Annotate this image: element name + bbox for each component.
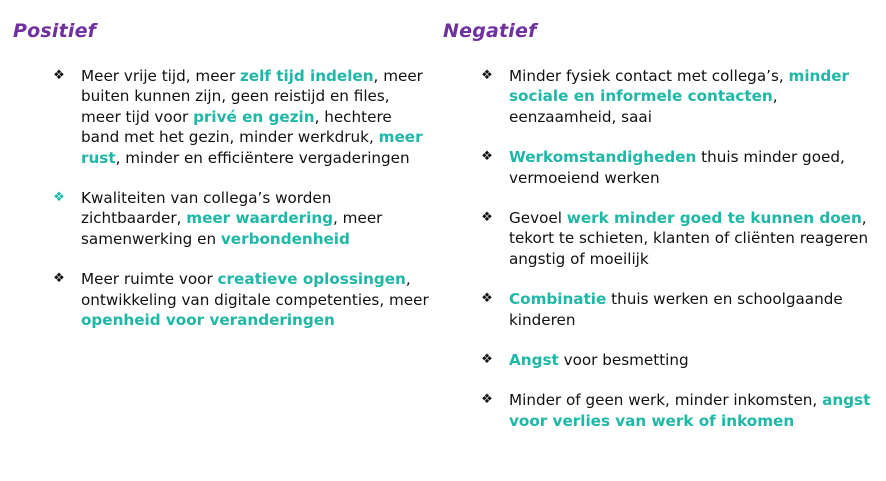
body-text: , ontwikkeling van digitale competenties, meer (81, 270, 429, 309)
item-text (509, 351, 689, 369)
diamond-bullet-icon: ❖ (481, 392, 493, 408)
diamond-bullet-icon: ❖ (53, 190, 65, 206)
highlighted-text: werk minder goed te kunnen doen (566, 209, 862, 228)
highlighted-text: minder sociale en informele contacten (509, 67, 850, 106)
diamond-bullet-icon: ❖ (481, 352, 493, 368)
negative-list (480, 66, 876, 451)
highlighted-text: meer waardering (186, 209, 334, 228)
body-text: , eenzaamheid, saai (509, 87, 778, 126)
item-text (81, 189, 382, 248)
item-text (509, 391, 870, 429)
item-text (509, 67, 849, 126)
highlighted-text: Angst (509, 351, 559, 370)
item-text (81, 67, 423, 167)
body-text: Meer vrije tijd, meer (81, 67, 240, 85)
body-text: , meer samenwerking en (81, 209, 383, 248)
diamond-bullet-icon: ❖ (53, 271, 65, 287)
highlighted-text: Combinatie (509, 290, 607, 309)
item-text (509, 209, 868, 268)
body-text: Minder of geen werk, minder inkomsten, (509, 391, 823, 410)
list-item (480, 208, 876, 269)
body-text: , tekort te schieten, klanten of cliënten reageren angstig of moeilijk (509, 209, 869, 268)
item-text (509, 290, 843, 328)
list-item (480, 66, 876, 127)
highlighted-text: openheid voor veranderingen (81, 311, 335, 330)
list-item (480, 147, 876, 188)
diamond-bullet-icon: ❖ (481, 149, 493, 165)
list-item (52, 188, 432, 249)
diamond-bullet-icon: ❖ (481, 291, 493, 307)
body-text: Kwaliteiten van collega’s worden zichtbaarder, (81, 189, 332, 228)
positive-list (52, 66, 432, 350)
body-text: Meer ruimte voor (81, 270, 218, 289)
highlighted-text: Werkomstandigheden (509, 148, 697, 167)
body-text: thuis werken en schoolgaande kinderen (509, 290, 843, 329)
diamond-bullet-icon: ❖ (481, 210, 493, 226)
list-item (480, 350, 876, 370)
highlighted-text: zelf tijd indelen (239, 67, 374, 85)
list-item (480, 289, 876, 330)
body-text: , minder en efficiëntere vergaderingen (115, 148, 410, 167)
negative-heading: Negatief (443, 20, 537, 42)
list-item (52, 269, 432, 330)
highlighted-text: meer rust (81, 128, 423, 167)
highlighted-text: angst voor verlies van werk of inkomen (509, 391, 871, 430)
diamond-bullet-icon: ❖ (53, 68, 65, 83)
list-item (52, 66, 432, 168)
diamond-bullet-icon: ❖ (481, 68, 493, 83)
body-text: voor besmetting (558, 351, 689, 370)
list-item (480, 390, 876, 431)
highlighted-text: verbondenheid (220, 229, 350, 248)
body-text: Minder fysiek contact met collega’s, (509, 67, 789, 85)
item-text (81, 270, 429, 329)
highlighted-text: privé en gezin (193, 107, 315, 126)
body-text: , meer buiten kunnen zijn, geen reistijd en files, meer tijd voor (81, 67, 423, 126)
highlighted-text: creatieve oplossingen (217, 270, 406, 289)
body-text: Gevoel (509, 209, 567, 228)
item-text (509, 148, 845, 186)
body-text: , hechtere band met het gezin, minder werkdruk, (81, 107, 392, 147)
body-text: thuis minder goed, vermoeiend werken (509, 148, 845, 187)
positive-heading: Positief (13, 20, 97, 42)
